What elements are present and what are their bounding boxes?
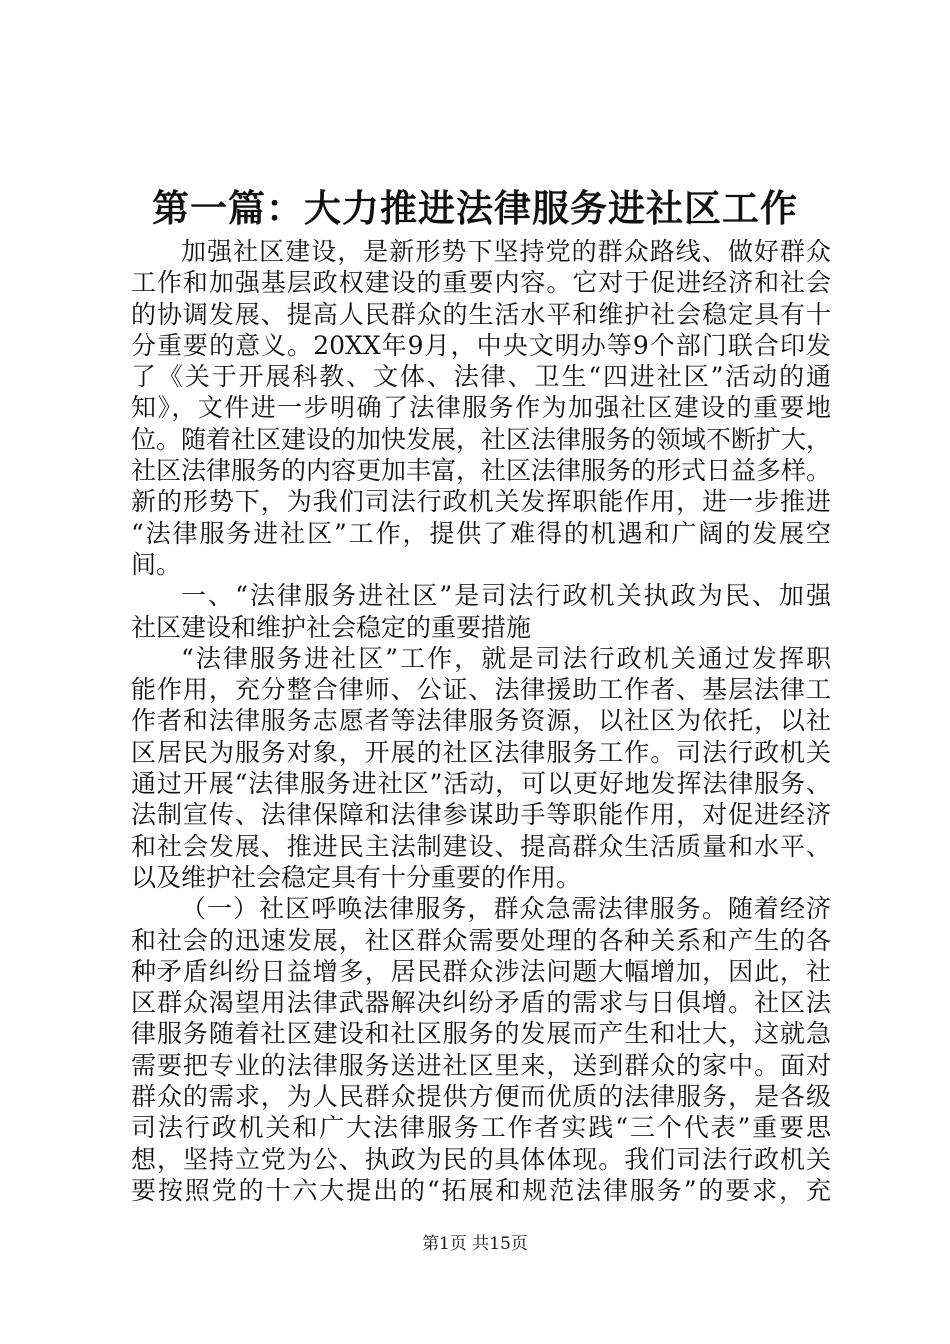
text-line: 法制宣传、法律保障和法律参谋助手等职能作用，对促进经济 — [131, 800, 831, 830]
text-line: 种矛盾纠纷日益增多，居民群众涉法问题大幅增加，因此，社 — [131, 956, 831, 986]
text-line: 知》，文件进一步明确了法律服务作为加强社区建设的重要地 — [131, 393, 831, 423]
page-number-footer: 第1页 共15页 — [422, 1234, 528, 1254]
text-line: 了《关于开展科教、文体、法律、卫生“四进社区”活动的通 — [131, 362, 831, 392]
text-line: 以及维护社会稳定具有十分重要的作用。 — [131, 862, 582, 892]
text-line: 要按照党的十六大提出的“拓展和规范法律服务”的要求，充 — [131, 1175, 831, 1205]
text-line: 社区法律服务的内容更加丰富，社区法律服务的形式日益多样。 — [131, 456, 831, 486]
document-title: 第一篇：大力推进法律服务进社区工作 — [152, 187, 798, 230]
text-line: 区群众渴望用法律武器解决纠纷矛盾的需求与日俱增。社区法 — [131, 988, 831, 1018]
text-line: 间。 — [131, 549, 182, 579]
text-line: 律服务随着社区建设和社区服务的发展而产生和壮大，这就急 — [131, 1019, 831, 1049]
text-line: 想，坚持立党为公、执政为民的具体体现。我们司法行政机关 — [131, 1144, 831, 1174]
text-line: 司法行政机关和广大法律服务工作者实践“三个代表”重要思 — [131, 1113, 831, 1143]
text-line: 能作用，充分整合律师、公证、法律援助工作者、基层法律工 — [131, 675, 831, 705]
text-line: 加强社区建设，是新形势下坚持党的群众路线、做好群众 — [181, 237, 831, 266]
text-line: “法律服务进社区”工作，就是司法行政机关通过发挥职 — [181, 643, 831, 673]
text-line: 区居民为服务对象，开展的社区法律服务工作。司法行政机关 — [131, 737, 831, 767]
text-line: 位。随着社区建设的加快发展，社区法律服务的领域不断扩大， — [131, 424, 831, 454]
text-line: 通过开展“法律服务进社区”活动，可以更好地发挥法律服务、 — [131, 769, 831, 799]
document-body — [131, 236, 831, 1206]
text-line: 作者和法律服务志愿者等法律服务资源，以社区为依托，以社 — [131, 706, 831, 736]
text-line: 和社会发展、推进民主法制建设、提高群众生活质量和水平、 — [131, 831, 831, 861]
text-line: 需要把专业的法律服务送进社区里来，送到群众的家中。面对 — [131, 1050, 831, 1080]
text-line: “法律服务进社区”工作，提供了难得的机遇和广阔的发展空 — [131, 518, 831, 548]
section-heading-line: 社区建设和维护社会稳定的重要措施 — [131, 612, 532, 642]
text-line: 工作和加强基层政权建设的重要内容。它对于促进经济和社会 — [131, 268, 831, 298]
section-heading-line: 一、“法律服务进社区”是司法行政机关执政为民、加强 — [181, 581, 831, 611]
text-line: 新的形势下，为我们司法行政机关发挥职能作用，进一步推进 — [131, 487, 831, 517]
text-line: 群众的需求，为人民群众提供方便而优质的法律服务，是各级 — [131, 1082, 831, 1112]
text-line: 的协调发展、提高人民群众的生活水平和维护社会稳定具有十 — [131, 299, 831, 329]
text-line: （一）社区呼唤法律服务，群众急需法律服务。随着经济 — [181, 894, 831, 924]
text-line: 分重要的意义。20XX年9月，中央文明办等9个部门联合印发 — [131, 330, 831, 360]
text-line: 和社会的迅速发展，社区群众需要处理的各种关系和产生的各 — [131, 925, 831, 955]
